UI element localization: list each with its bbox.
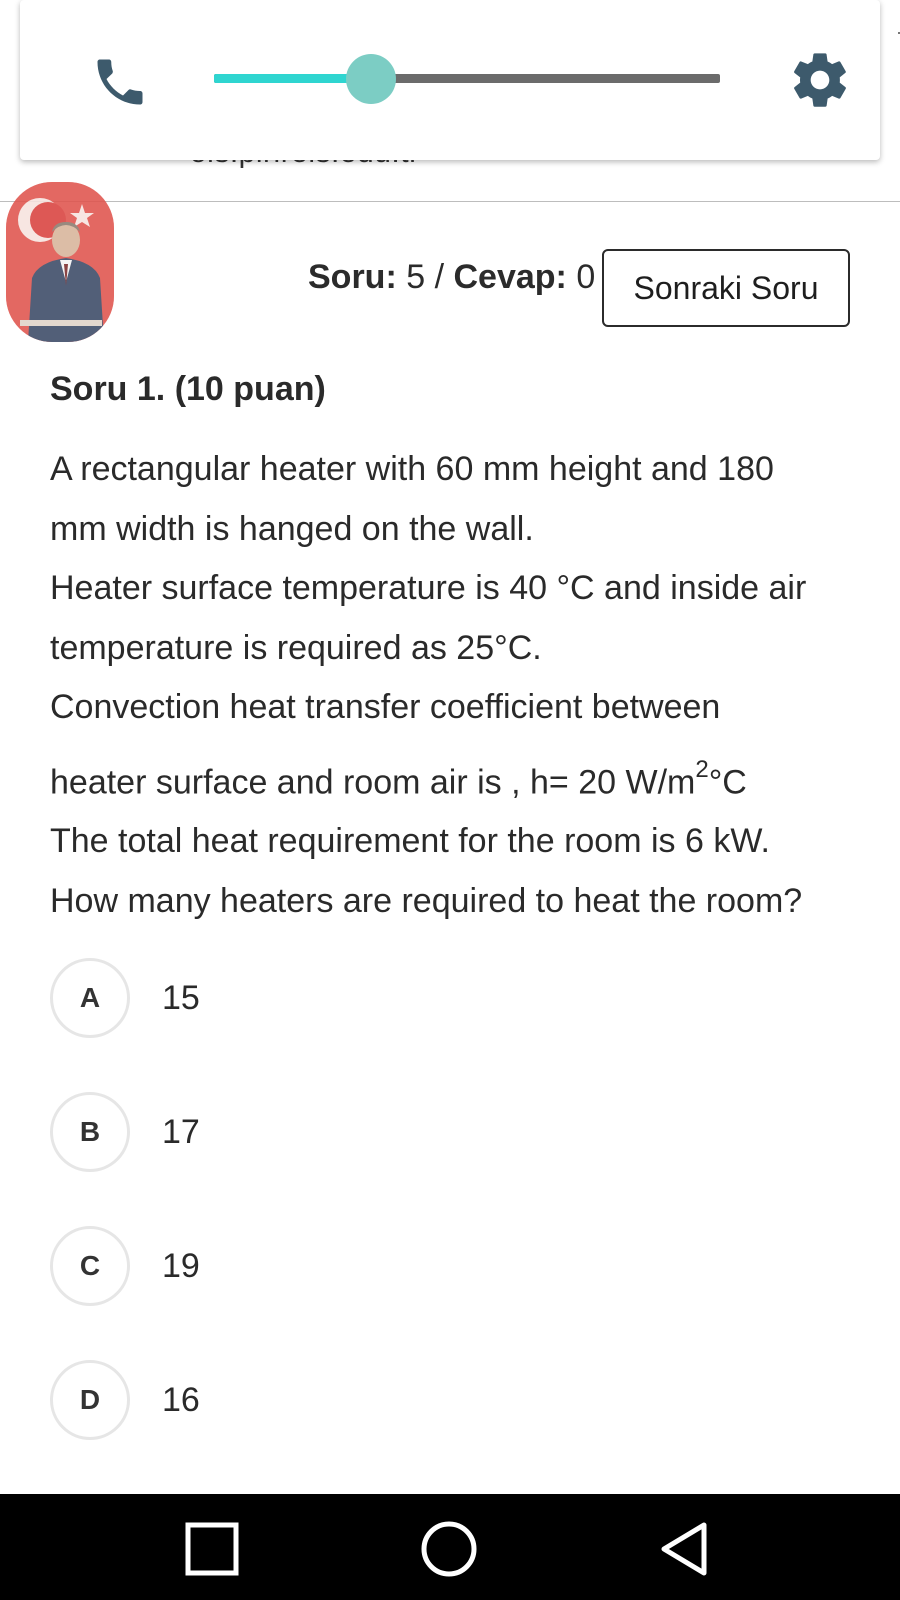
call-control-card: [20, 0, 880, 160]
question-line-h: [50, 744, 870, 813]
ataturk-flag-logo: [6, 182, 114, 342]
cevap-label: Cevap:: [453, 258, 567, 296]
question-line: A rectangular heater with 60 mm height and 180: [50, 450, 774, 488]
question-counter: [308, 258, 595, 297]
back-icon: [656, 1519, 716, 1579]
home-button[interactable]: [414, 1514, 484, 1584]
option-d[interactable]: [50, 1360, 200, 1440]
home-icon: [419, 1519, 479, 1579]
option-c[interactable]: [50, 1226, 200, 1306]
option-letter[interactable]: C: [50, 1226, 130, 1306]
option-letter[interactable]: A: [50, 958, 130, 1038]
question-body: [50, 440, 870, 931]
next-question-button[interactable]: Sonraki Soru: [602, 249, 850, 327]
question-title: Soru 1. (10 puan): [50, 370, 326, 408]
question-line: How many heaters are required to heat the room?: [50, 881, 803, 920]
question-line: The total heat requirement for the room is 6 kW.: [50, 822, 770, 861]
call-progress-slider[interactable]: [214, 74, 720, 83]
soru-label: Soru:: [308, 258, 397, 296]
phone-icon[interactable]: [90, 52, 150, 112]
slider-thumb[interactable]: [346, 54, 396, 104]
option-letter[interactable]: B: [50, 1092, 130, 1172]
recents-button[interactable]: [177, 1514, 247, 1584]
option-a[interactable]: [50, 958, 200, 1038]
question-line: Heater surface temperature is 40 °C and inside air: [50, 569, 807, 607]
h-line-suffix: °C: [708, 762, 747, 801]
back-button[interactable]: [651, 1514, 721, 1584]
h-line-sup: 2: [695, 755, 709, 783]
option-value: 16: [162, 1380, 200, 1419]
option-value: 15: [162, 978, 200, 1017]
question-line: mm width is hanged on the wall.: [50, 509, 534, 548]
recents-icon: [184, 1521, 240, 1577]
cevap-value: 0: [576, 258, 596, 296]
option-value: 19: [162, 1246, 200, 1285]
soru-value: 5 /: [406, 258, 445, 296]
question-line: Convection heat transfer coefficient between: [50, 688, 721, 726]
system-nav-bar: [0, 1494, 900, 1600]
option-letter[interactable]: D: [50, 1360, 130, 1440]
option-b[interactable]: [50, 1092, 200, 1172]
question-line: temperature is required as 25°C.: [50, 628, 542, 667]
h-line-prefix: heater surface and room air is , h= 20 W/m: [50, 762, 696, 801]
gear-icon[interactable]: [788, 48, 852, 112]
option-value: 17: [162, 1112, 200, 1151]
